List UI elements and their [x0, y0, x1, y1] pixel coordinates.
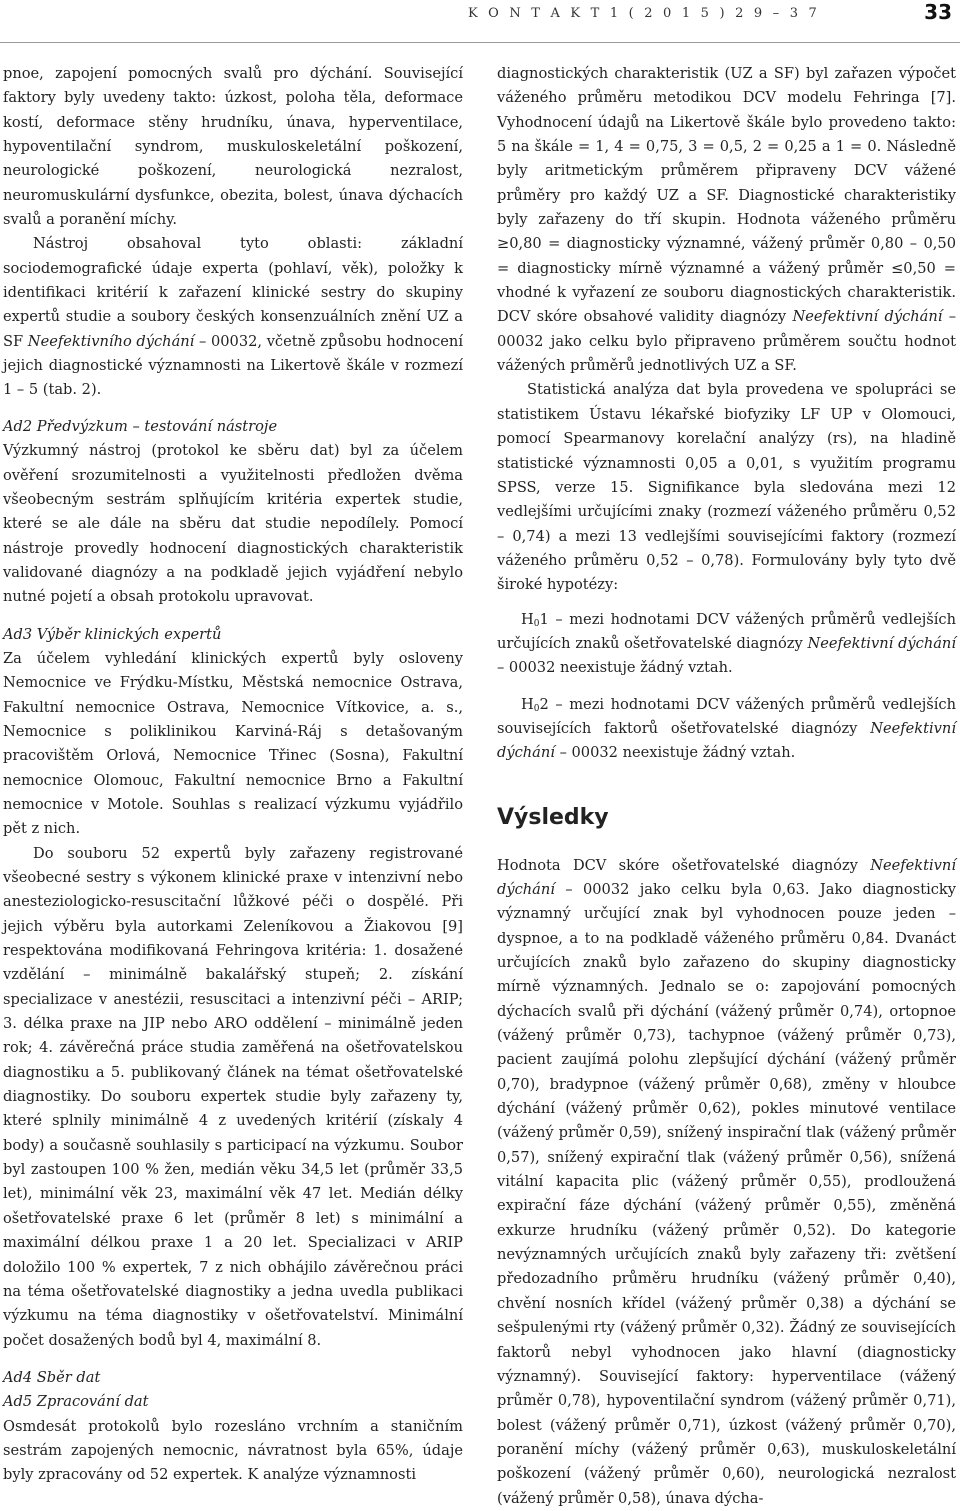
h2-text-b: – 00032 neexistuje žádný vztah.: [554, 744, 796, 762]
h2-symbol: H: [521, 695, 534, 713]
h2-text-a: 2 – mezi hodnotami DCV vážených průměrů vedlejších souvisejících faktorů ošetřovatelské diagnózy: [497, 695, 956, 737]
left-p2-text-b: – 00032, včetně způsobu hodnocení jejich diagnostické významnosti na Likertově škále v rozmezí 1 – 5 (tab. 2).: [3, 332, 464, 399]
h1-text-b: – 00032 neexistuje žádný vztah.: [497, 659, 733, 677]
left-paragraph-2: [3, 232, 463, 402]
right-paragraph-1: [497, 62, 956, 378]
h1-subscript: 0: [533, 618, 540, 629]
ad3-text: Za účelem vyhledání klinických expertů byly osloveny Nemocnice ve Frýdku-Místku, Městská nemocnice Ostrava, Fakultní nemocnice Ostrava, Nemocnice Vítkovice, a. s., Nemocnice s poliklinikou Karviná-Ráj s detašovaným pracovištěm Orlová, Nemocnice Třinec (Sosna), Fakultní nemocnice Olomouc, Fakultní nemocnice Brno a Fakultní nemocnice v Motole. Souhlas s realizací výzkumu vyjádřilo pět z nich.: [3, 649, 463, 838]
left-paragraph-3: Do souboru 52 expertů byly zařazeny registrované všeobecné sestry s výkonem klinické praxe v intenzivní nebo anesteziologicko-resuscitační lůžkové péči o dospělé. Při jejich výběru byla autorkami Zeleníkovou a Žiakovou [9] respektována modifikovaná Fehringova kritéria: 1. dosažené vzdělání – minimálně bakalářský stupeň; 2. získání specializace v anestézii, resuscitaci a intenzivní péči – ARIP; 3. délka praxe na JIP nebo ARO oddělení – minimálně jeden rok; 4. závěrečná práce studia zaměřená na ošetřovatelskou diagnostiku a 5. publikovaný článek na témat ošetřovatelské diagnostiky. Do souboru expertek studie byly zařazeny ty, které splnily minimálně 4 z uvedených kritérií (získaly 4 body) a současně souhlasily s participací na výzkumu. Soubor byl zastoupen 100 % žen, medián věku 34,5 let (průměr 33,5 let), minimální věk 23, maximální věk 47 let. Medián délky ošetřovatelské praxe 6 let (průměr 8 let) s minimální a maximální délkou praxe 1 a 20 let. Specializaci v ARIP doložilo 100 % expertek, 7 z nich obhájilo závěrečnou práci na téma ošetřovatelské diagnostiky a jedna uvedla publikaci výzkumu na téma diagnostiky v ošetřovatelství. Minimální počet dosažených bodů byl 4, maximální 8.: [3, 844, 463, 1349]
page-number: 33: [924, 0, 952, 24]
h2-subscript: 0: [533, 703, 540, 714]
results-heading: Výsledky: [497, 804, 609, 830]
hypothesis-1: [497, 608, 956, 681]
ad4-heading: Ad4 Sběr dat: [3, 1368, 101, 1386]
left-column: [3, 62, 463, 1488]
hypothesis-2: [497, 693, 956, 766]
left-p2-text-a: Nástroj obsahoval tyto oblasti: základní sociodemografické údaje experta (pohlaví, věk), položky k identifikaci kritérií k zařazení klinické sestry do skupiny expertů studie a soubory českých konsenzuálních znění UZ a SF: [3, 235, 463, 350]
diagnosis-name-italic: Neefektivní dýchání: [497, 856, 956, 898]
right-p1-text-a: diagnostických charakteristik (UZ a SF) byl zařazen výpočet váženého průměru metodikou DCV modelu Fehringa [7]. Vyhodnocení údajů na Likertově škále bylo provedeno takto: 5 na škále = 1, 4 = 0,75, 3 = 0,5, 2 = 0,25 a 1 = 0. Následně byly aritmetickým průměrem připraveny DCV vážené průměry pro každý UZ a SF. Diagnostické charakteristiky byly zařazeny do tří skupin. Hodnota váženého průměru ≥0,80 = diagnosticky významné, vážený průměr 0,80 – 0,50 = diagnosticky mírně významné a vážený průměr ≤0,50 = vhodné k vyřazení ze souboru diagnostických charakteristik. DCV skóre obsahové validity diagnózy: [497, 65, 956, 326]
ad5-text: Osmdesát protokolů bylo rozesláno vrchním a staničním sestrám zapojených nemocnic, návratnost byla 65%, údaje byly zpracovány od 52 expertek. K analýze významnosti: [3, 1417, 463, 1484]
diagnosis-name-italic: Neefektivní dýchání: [792, 308, 943, 326]
left-paragraph-1: pnoe, zapojení pomocných svalů pro dýchání. Související faktory byly uvedeny takto: úzkost, poloha těla, deformace kostí, deformace stěny hrudníku, únava, hyperventilace, hypoventilační syndrom, muskuloskeletální poškození, neurologické poškození, neurologická nezralost, neuromuskulární dysfunkce, obezita, bolest, únava dýchacích svalů a poranění míchy.: [3, 65, 463, 229]
diagnosis-name-italic: Neefektivní dýchání: [807, 634, 956, 652]
ad3-heading: Ad3 Výběr klinických expertů: [3, 625, 222, 643]
h1-text-a: 1 – mezi hodnotami DCV vážených průměrů vedlejších určujících znaků ošetřovatelské diagnózy: [497, 610, 956, 652]
right-p1-text-b: – 00032 jako celku bylo připraveno průměrem součtu hodnot vážených průměrů jednotlivých UZ a SF.: [497, 308, 956, 375]
header-rule: [0, 42, 960, 43]
right-column: [497, 62, 956, 1511]
h1-symbol: H: [521, 610, 534, 628]
results-text-a: Hodnota DCV skóre ošetřovatelské diagnózy: [497, 856, 871, 874]
ad5-heading: Ad5 Zpracování dat: [3, 1393, 149, 1411]
results-text-b: – 00032 jako celku byla 0,63. Jako diagnosticky významný určující znak byl vyhodnocen pouze jeden – dyspnoe, a to na podkladě váženého průměru 0,84. Dvanáct určujících znaků bylo zařazeno do skupiny diagnosticky mírně významných. Jednalo se o: zapojování pomocných dýchacích svalů při dýchání (vážený průměr 0,74), ortopnoe (vážený průměr 0,73), tachypnoe (vážený průměr 0,73), pacient zaujímá polohu zlepšující dýchání (vážený průměr 0,70), bradypnoe (vážený průměr 0,68), změny v hloubce dýchání (vážený průměr 0,62), pokles minutové ventilace (vážený průměr 0,59), snížený inspirační tlak (vážený průměr 0,57), snížený expirační tlak (vážený průměr 0,56), snížená vitální kapacita plic (vážený průměr 0,55), prodloužená expirační fáze dýchání (vážený průměr 0,55), změněná exkurze hrudníku (vážený průměr 0,52). Do kategorie nevýznamných určujících znaků byly zařazeny tři: zvětšení předozadního průměru hrudníku (vážený průměr 0,40), chvění nosních křídel (vážený průměr 0,38) a dýchání se sešpulenými rty (vážený průměr 0,32). Žádný ze souvisejících faktorů nebyl vyhodnocen jako hlavní (diagnosticky významný). Související faktory: hyperventilace (vážený průměr 0,78), hypoventilační syndrom (vážený průměr 0,71), bolest (vážený průměr 0,71), úzkost (vážený průměr 0,70), poranění míchy (vážený průměr 0,63), muskuloskeletální poškození (vážený průměr 0,60), neurologická nezralost (vážený průměr 0,58), únava dýcha-: [497, 880, 956, 1507]
diagnosis-name-italic: Neefektivní dýchání: [497, 719, 956, 762]
results-paragraph: [497, 854, 956, 1511]
running-head: K O N T A K T 1 ( 2 0 1 5 ) 2 9 – 3 7: [467, 6, 820, 21]
ad2-text: Výzkumný nástroj (protokol ke sběru dat) byl za účelem ověření srozumitelnosti a využitelnosti předložen dvěma všeobecným sestrám splňujícím kritéria expertek studie, které se ale dále na sběru dat studie nepodílely. Pomocí nástroje provedly hodnocení diagnostických charakteristik validované diagnózy a na podkladě jejich vyjádření nebylo nutné pojetí a obsah protokolu upravovat.: [3, 442, 463, 606]
right-paragraph-2: Statistická analýza dat byla provedena ve spolupráci se statistikem Ústavu lékařské biofyziky LF UP v Olomouci, pomocí Spearmanovy korelační analýzy (rs), na hladině statistické významnosti 0,05 a 0,01, s využitím programu SPSS, verze 15. Signifikance byla sledována mezi 12 vedlejšími určujícími znaky (rozmezí váženého průměru 0,52 – 0,74) a mezi 13 vedlejšími souvisejícími faktory (rozmezí váženého průměru 0,52 – 0,78). Formulovány byly tyto dvě široké hypotézy:: [497, 381, 956, 594]
diagnosis-name-italic: Neefektivního dýchání: [27, 332, 195, 350]
ad2-heading: Ad2 Předvýzkum – testování nástroje: [3, 417, 278, 435]
